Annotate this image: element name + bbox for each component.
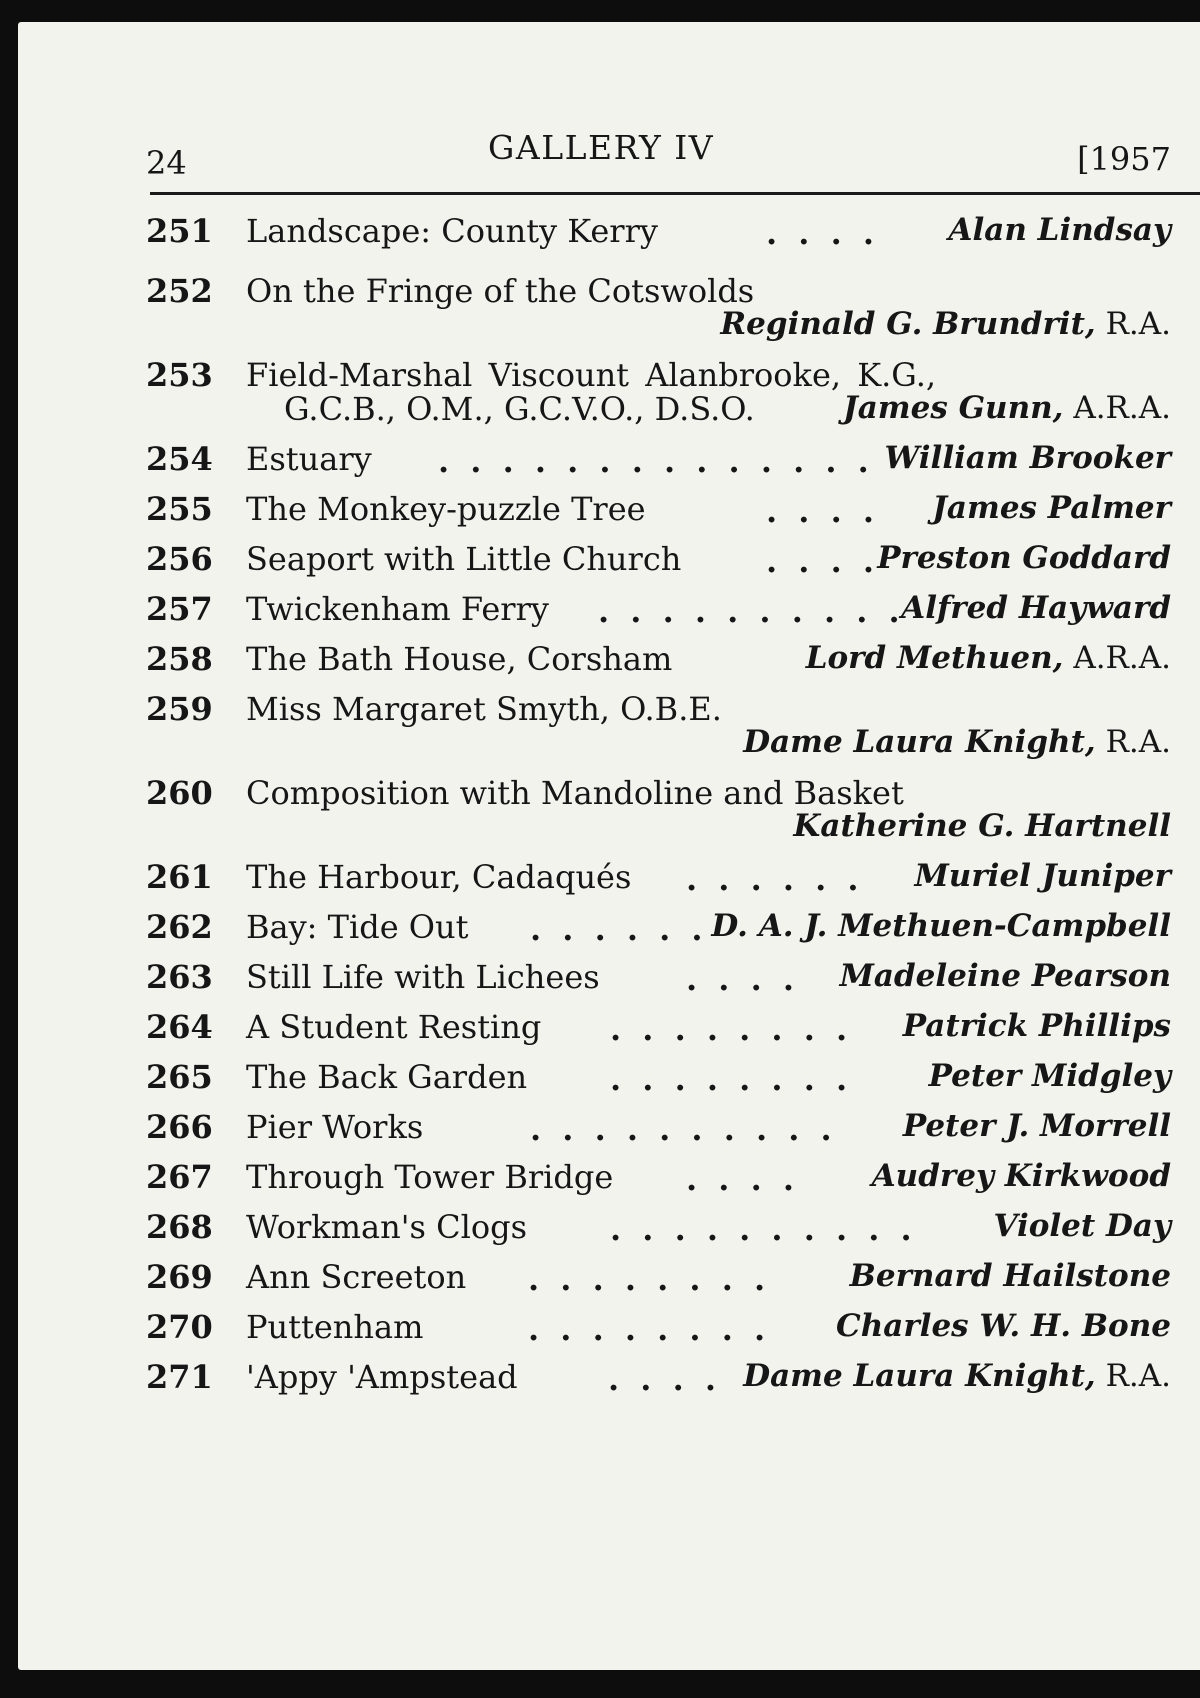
artist-rank: R.A. xyxy=(1105,724,1171,760)
entry-artist xyxy=(872,1158,1171,1194)
catalogue-entry xyxy=(18,908,1200,948)
entry-title: Field-Marshal Viscount Alanbrooke, K.G., xyxy=(246,356,937,394)
catalogue-entry xyxy=(18,1058,1200,1098)
entry-artist xyxy=(903,1008,1171,1044)
entry-artist-line xyxy=(18,724,1200,764)
catalogue-entry xyxy=(18,1358,1200,1398)
entry-number: 266 xyxy=(146,1108,213,1146)
entry-number: 270 xyxy=(146,1308,213,1346)
dot-leader: . . . . xyxy=(686,960,799,998)
artist-name: Peter Midgley xyxy=(928,1058,1171,1094)
entry-artist xyxy=(743,1358,1171,1394)
dot-leader: . . . . . . . . xyxy=(528,1310,771,1348)
entry-artist xyxy=(948,212,1171,248)
entry-number: 260 xyxy=(146,774,213,812)
artist-name: Audrey Kirkwood xyxy=(871,1158,1171,1194)
entry-number: 261 xyxy=(146,858,213,896)
page-number: 24 xyxy=(146,144,187,182)
catalogue-entry xyxy=(18,1258,1200,1298)
catalogue-entry xyxy=(18,640,1200,680)
artist-rank: R.A. xyxy=(1105,1358,1171,1394)
catalogue-entry xyxy=(18,858,1200,898)
entry-number: 252 xyxy=(146,272,213,310)
header-rule xyxy=(150,192,1200,195)
entry-number: 264 xyxy=(146,1008,213,1046)
artist-rank: A.R.A. xyxy=(1073,640,1171,676)
entry-number: 259 xyxy=(146,690,213,728)
artist-name: Lord Methuen, xyxy=(805,640,1064,676)
artist-name: Dame Laura Knight, xyxy=(743,1358,1096,1394)
artist-name: William Brooker xyxy=(884,440,1171,476)
entry-title: Landscape: County Kerry xyxy=(246,212,658,250)
entry-title: Estuary xyxy=(246,440,372,478)
catalogue-entry xyxy=(18,490,1200,530)
entry-title: Ann Screeton xyxy=(246,1258,467,1296)
entry-number: 257 xyxy=(146,590,213,628)
entry-artist-line xyxy=(18,306,1200,346)
entry-title: On the Fringe of the Cotswolds xyxy=(246,272,755,310)
artist-name: D. A. J. Methuen-Campbell xyxy=(711,908,1171,944)
catalogue-entry xyxy=(18,1308,1200,1348)
entry-artist xyxy=(711,908,1171,944)
entry-artist xyxy=(993,1208,1171,1244)
entry-title: Bay: Tide Out xyxy=(246,908,469,946)
entry-title: Puttenham xyxy=(246,1308,424,1346)
entry-title: Composition with Mandoline and Basket xyxy=(246,774,904,812)
entry-number: 268 xyxy=(146,1208,213,1246)
artist-name: Charles W. H. Bone xyxy=(836,1308,1171,1344)
catalogue-page xyxy=(18,22,1200,1670)
dot-leader: . . . . . . . . . . xyxy=(530,1110,837,1148)
catalogue-entry xyxy=(18,212,1200,252)
entry-title: Through Tower Bridge xyxy=(246,1158,614,1196)
artist-name: Alan Lindsay xyxy=(948,212,1171,248)
catalogue-entry xyxy=(18,540,1200,580)
dot-leader: . . . . . . xyxy=(530,910,708,948)
entry-number: 258 xyxy=(146,640,213,678)
entry-number: 267 xyxy=(146,1158,213,1196)
dot-leader: . . . . xyxy=(766,542,879,580)
dot-leader: . . . . . . . . xyxy=(528,1260,771,1298)
artist-name: Alfred Hayward xyxy=(901,590,1171,626)
entry-title: Workman's Clogs xyxy=(246,1208,527,1246)
entry-number: 255 xyxy=(146,490,213,528)
entry-number: 254 xyxy=(146,440,213,478)
entry-artist xyxy=(793,808,1171,844)
catalogue-entry xyxy=(18,1158,1200,1198)
dot-leader: . . . . . . . . . . . . . . xyxy=(438,442,874,480)
artist-name: Peter J. Morrell xyxy=(902,1108,1171,1144)
entry-title: The Back Garden xyxy=(246,1058,528,1096)
dot-leader: . . . . xyxy=(608,1360,721,1398)
catalogue-entry xyxy=(18,590,1200,630)
dot-leader: . . . . . . . . . . xyxy=(598,592,905,630)
entry-artist xyxy=(914,858,1171,894)
entry-number: 253 xyxy=(146,356,213,394)
entry-artist xyxy=(850,1258,1171,1294)
entry-title: The Bath House, Corsham xyxy=(246,640,673,678)
entry-artist xyxy=(840,958,1171,994)
catalogue-entry xyxy=(18,440,1200,480)
dot-leader: . . . . . . xyxy=(686,860,864,898)
entry-number: 269 xyxy=(146,1258,213,1296)
entry-artist xyxy=(720,306,1171,342)
year-label: [1957 xyxy=(1077,140,1171,178)
artist-name: Muriel Juniper xyxy=(914,858,1171,894)
catalogue-entry xyxy=(18,1108,1200,1148)
dot-leader: . . . . xyxy=(766,492,879,530)
entry-number: 256 xyxy=(146,540,213,578)
catalogue-entry xyxy=(18,958,1200,998)
artist-name: Violet Day xyxy=(993,1208,1171,1244)
dot-leader: . . . . . . . . xyxy=(610,1060,853,1098)
entry-title: Seaport with Little Church xyxy=(246,540,682,578)
dot-leader: . . . . xyxy=(686,1160,799,1198)
dot-leader: . . . . . . . . . . xyxy=(610,1210,917,1248)
entry-artist xyxy=(877,540,1171,576)
artist-name: Reginald G. Brundrit, xyxy=(720,306,1096,342)
entry-artist-line xyxy=(18,808,1200,848)
entry-title: Miss Margaret Smyth, O.B.E. xyxy=(246,690,722,728)
artist-rank: R.A. xyxy=(1105,306,1171,342)
entry-artist xyxy=(836,1308,1171,1344)
entry-artist xyxy=(885,440,1171,476)
entry-number: 265 xyxy=(146,1058,213,1096)
entry-artist xyxy=(929,1058,1171,1094)
entry-artist xyxy=(932,490,1171,526)
catalogue-entry xyxy=(18,1008,1200,1048)
dot-leader: . . . . xyxy=(766,214,879,252)
artist-name: Preston Goddard xyxy=(877,540,1171,576)
artist-name: James Gunn, xyxy=(843,390,1064,426)
gallery-title: GALLERY IV xyxy=(488,128,715,167)
artist-name: Katherine G. Hartnell xyxy=(793,808,1171,844)
artist-name: Patrick Phillips xyxy=(902,1008,1171,1044)
entry-title-continued: G.C.B., O.M., G.C.V.O., D.S.O. xyxy=(284,390,755,428)
artist-rank: A.R.A. xyxy=(1073,390,1171,426)
entry-title: The Monkey-puzzle Tree xyxy=(246,490,646,528)
entry-number: 262 xyxy=(146,908,213,946)
entry-continuation-line xyxy=(18,390,1200,430)
entry-title: Still Life with Lichees xyxy=(246,958,600,996)
artist-name: Dame Laura Knight, xyxy=(743,724,1096,760)
entry-number: 263 xyxy=(146,958,213,996)
entry-title: A Student Resting xyxy=(246,1008,542,1046)
entry-title: 'Appy 'Ampstead xyxy=(246,1358,518,1396)
artist-name: Bernard Hailstone xyxy=(849,1258,1171,1294)
artist-name: James Palmer xyxy=(932,490,1171,526)
entry-number: 271 xyxy=(146,1358,213,1396)
entry-artist xyxy=(903,1108,1171,1144)
entry-number: 251 xyxy=(146,212,213,250)
artist-name: Madeleine Pearson xyxy=(839,958,1171,994)
entry-artist xyxy=(901,590,1171,626)
entry-artist xyxy=(806,640,1171,676)
entry-title: Twickenham Ferry xyxy=(246,590,549,628)
entry-artist xyxy=(743,724,1171,760)
entry-artist xyxy=(843,390,1171,426)
dot-leader: . . . . . . . . xyxy=(610,1010,853,1048)
entry-title: The Harbour, Cadaqués xyxy=(246,858,632,896)
entry-title: Pier Works xyxy=(246,1108,424,1146)
catalogue-entry xyxy=(18,1208,1200,1248)
